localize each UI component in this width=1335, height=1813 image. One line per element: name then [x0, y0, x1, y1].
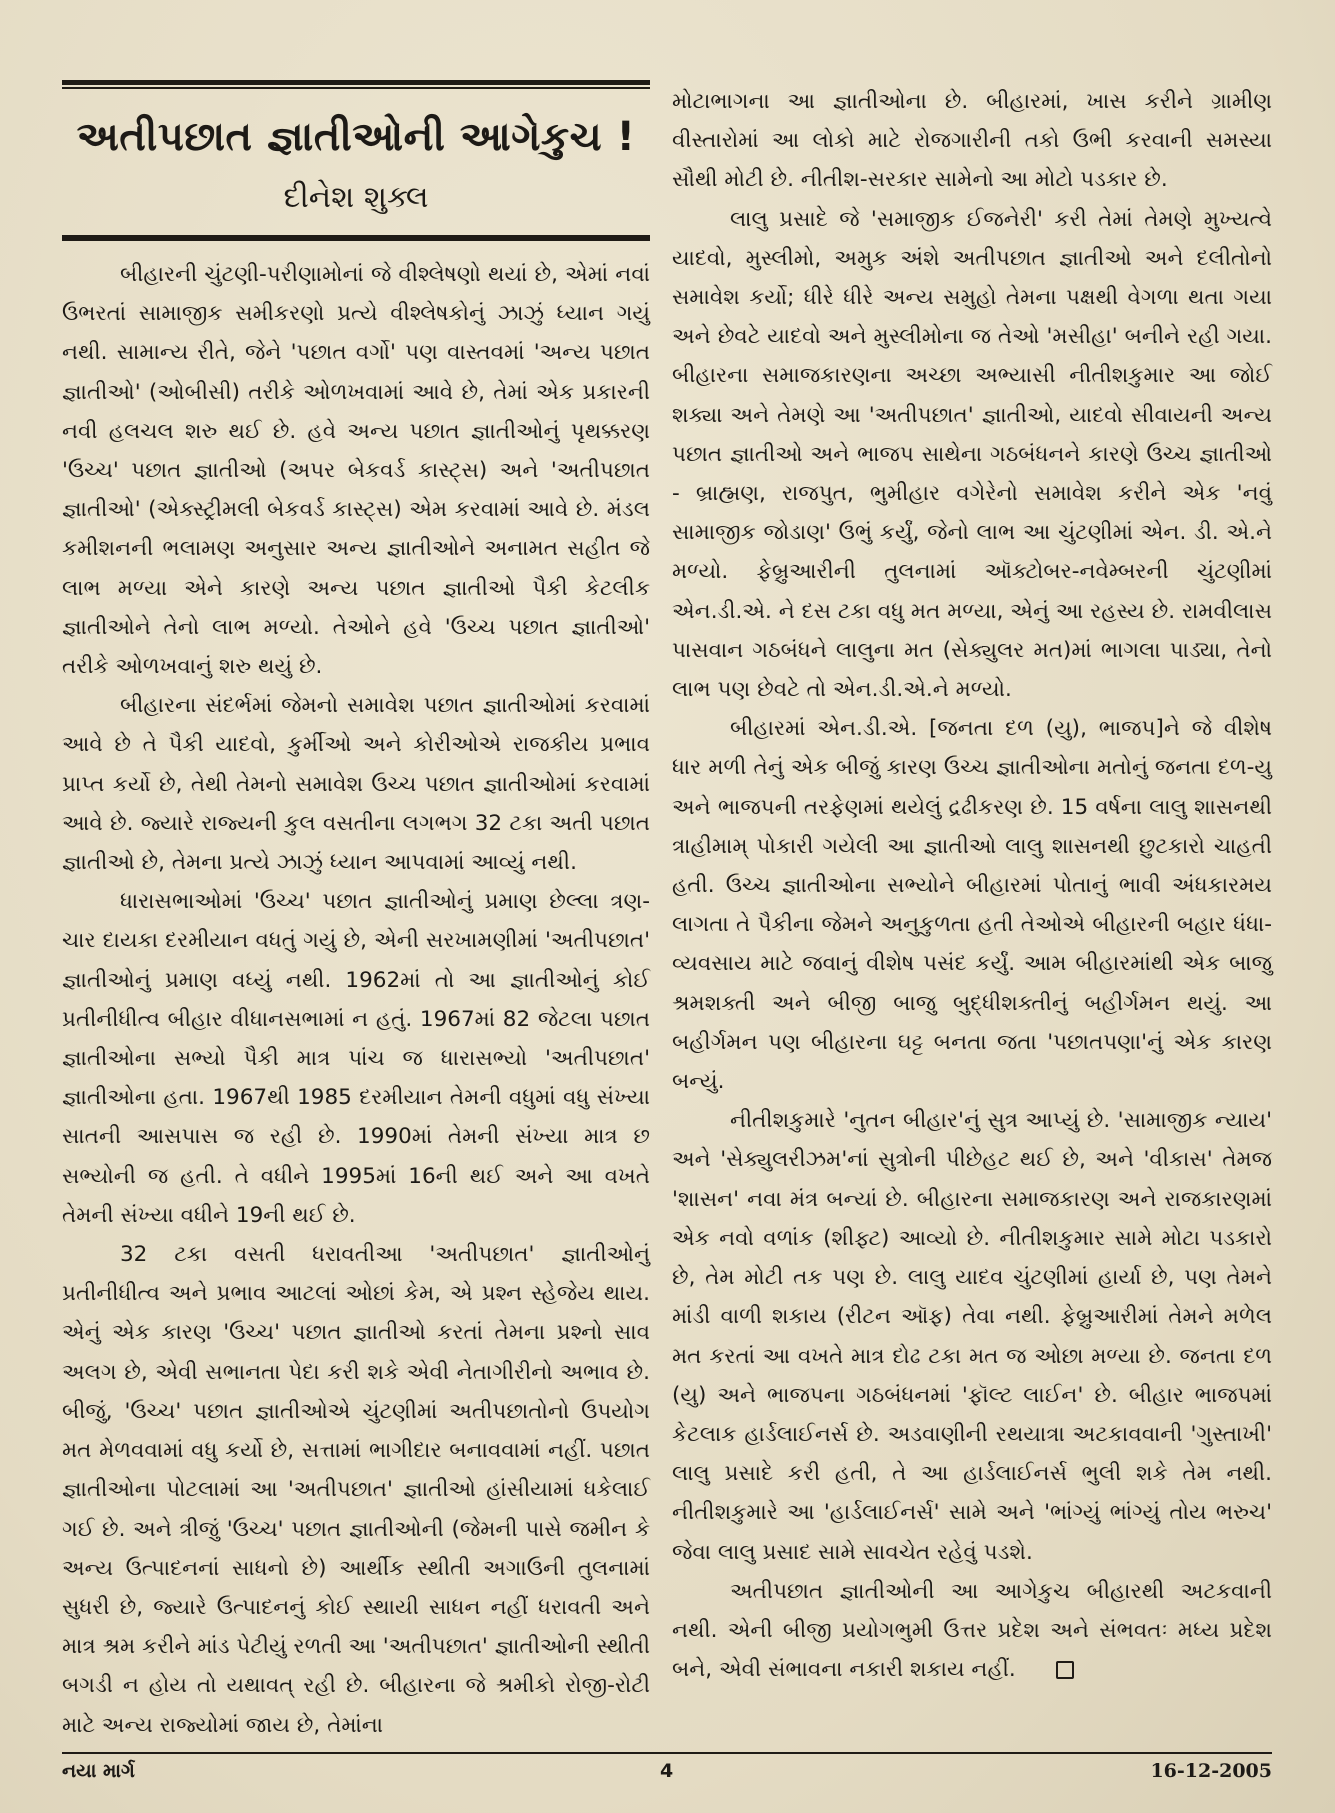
- right-column: [672, 82, 1272, 1689]
- paragraph: મોટાભાગના આ જ્ઞાતીઓના છે. બીહારમાં, ખાસ કરીને ગ્રામીણ વીસ્તારોમાં આ લોકો માટે રોજગારીની તકો ઉભી કરવાની સમસ્યા સૌથી મોટી છે. નીતીશ-સરકાર સામેનો આ મોટો પડકાર છે.: [672, 89, 1272, 193]
- article-title: અતીપછાત જ્ઞાતીઓની આગેકુચ !: [76, 113, 636, 160]
- paragraph: બીહારના સંદર્ભમાં જેમનો સમાવેશ પછાત જ્ઞાતીઓમાં કરવામાં આવે છે તે પૈકી યાદવો, કુર્મીઓ અને કોરીઓએ રાજકીય પ્રભાવ પ્રાપ્ત કર્યો છે, તેથી તેમનો સમાવેશ ઉચ્ચ પછાત જ્ઞાતીઓમાં કરવામાં આવે છે. જ્યારે રાજ્યની કુલ વસતીના લગભગ 32 ટકા અતી પછાત જ્ઞાતીઓ છે, તેમના પ્રત્યે ઝાઝું ધ્યાન આપવામાં આવ્યું નથી.: [62, 693, 650, 876]
- title-top-thin-rule: [62, 87, 650, 89]
- title-top-rule: [62, 80, 650, 85]
- left-column: [62, 80, 650, 1745]
- article-author: દીનેશ શુક્લ: [283, 179, 429, 215]
- issue-date: 16-12-2005: [1150, 1760, 1272, 1782]
- paragraph-final: [672, 1572, 1272, 1690]
- paragraph: બીહારમાં એન.ડી.એ. [જનતા દળ (યુ), ભાજપ]ને જે વીશેષ ધાર મળી તેનું એક બીજું કારણ ઉચ્ચ જ્ઞાતીઓના મતોનું જનતા દળ-યુ અને ભાજપની તરફેણમાં થયેલું દ્રઢીકરણ છે. 15 વર્ષના લાલુ શાસનથી ત્રાહીમામ્ પોકારી ગયેલી આ જ્ઞાતીઓ લાલુ શાસનથી છુટકારો ચાહતી હતી. ઉચ્ચ જ્ઞાતીઓના સભ્યોને બીહારમાં પોતાનું ભાવી અંધકારમય લાગતા તે પૈકીના જેમને અનુકુળતા હતી તેઓએ બીહારની બહાર ધંધા-વ્યવસાય માટે જવાનું વીશેષ પસંદ કર્યું. આમ બીહારમાંથી એક બાજુ શ્રમશક્તી અને બીજી બાજુ બુદ્ધીશક્તીનું બહીર્ગમન થયું. આ બહીર્ગમન પણ બીહારના ઘટ્ટ બનતા જતા 'પછાતપણા'નું એક કારણ બન્યું.: [672, 716, 1272, 1095]
- page-number: 4: [660, 1760, 674, 1782]
- footer-rule: [62, 1752, 1272, 1754]
- paragraph: નીતીશકુમારે 'નુતન બીહાર'નું સુત્ર આપ્યું છે. 'સામાજીક ન્યાય' અને 'સેક્યુલરીઝમ'નાં સુત્રોની પીછેહટ થઈ છે, અને 'વીકાસ' તેમજ 'શાસન' નવા મંત્ર બન્યાં છે. બીહારના સમાજકારણ અને રાજકારણમાં એક નવો વળાંક (શીફ્ટ) આવ્યો છે. નીતીશકુમાર સામે મોટા પડકારો છે, તેમ મોટી તક પણ છે. લાલુ યાદવ ચુંટણીમાં હાર્યા છે, પણ તેમને માંડી વાળી શકાય (રીટન ઑફ) તેવા નથી. ફેબ્રુઆરીમાં તેમને મળેલ મત કરતાં આ વખતે માત્ર દોઢ ટકા મત જ ઓછા મળ્યા છે. જનતા દળ (યુ) અને ભાજપના ગઠબંધનમાં 'ફૉલ્ટ લાઈન' છે. બીહાર ભાજપમાં કેટલાક હાર્ડલાઈનર્સ છે. અડવાણીની રથયાત્રા અટકાવવાની 'ગુસ્તાખી' લાલુ પ્રસાદે કરી હતી, તે આ હાર્ડલાઈનર્સ ભુલી શકે તેમ નથી. નીતીશકુમારે આ 'હાર્ડલાઈનર્સ' સામે અને 'ભાંગ્યું ભાંગ્યું તોય ભરુચ' જેવા લાલુ પ્રસાદ સામે સાવચેત રહેવું પડશે.: [672, 1108, 1272, 1565]
- paragraph: 32 ટકા વસતી ધરાવતીઆ 'અતીપછાત' જ્ઞાતીઓનું પ્રતીનીધીત્વ અને પ્રભાવ આટલાં ઓછાં કેમ, એ પ્રશ્ન સ્હેજેય થાય. એનું એક કારણ 'ઉચ્ચ' પછાત જ્ઞાતીઓ કરતાં તેમના પ્રશ્નો સાવ અલગ છે, એવી સભાનતા પેદા કરી શકે એવી નેતાગીરીનો અભાવ છે. બીજું, 'ઉચ્ચ' પછાત જ્ઞાતીઓએ ચુંટણીમાં અતીપછાતોનો ઉપયોગ મત મેળવવામાં વધુ કર્યો છે, સત્તામાં ભાગીદાર બનાવવામાં નહીં. પછાત જ્ઞાતીઓના પોટલામાં આ 'અતીપછાત' જ્ઞાતીઓ હાંસીયામાં ધકેલાઈ ગઈ છે. અને ત્રીજું 'ઉચ્ચ' પછાત જ્ઞાતીઓની (જેમની પાસે જમીન કે અન્ય ઉત્પાદનનાં સાધનો છે) આર્થીક સ્થીતી અગાઉની તુલનામાં સુધરી છે, જ્યારે ઉત્પાદનનું કોઈ સ્થાયી સાધન નહીં ધરાવતી અને માત્ર શ્રમ કરીને માંડ પેટીયું રળતી આ 'અતીપછાત' જ્ઞાતીઓની સ્થીતી બગડી ન હોય તો યથાવત્ રહી છે. બીહારના જે શ્રમીકો રોજી-રોટી માટે અન્ય રાજ્યોમાં જાય છે, તેમાંના: [62, 1242, 650, 1738]
- paragraph: લાલુ પ્રસાદે જે 'સમાજીક ઈજનેરી' કરી તેમાં તેમણે મુખ્યત્વે યાદવો, મુસ્લીમો, અમુક અંશે અતીપછાત જ્ઞાતીઓ અને દલીતોનો સમાવેશ કર્યો; ધીરે ધીરે અન્ય સમુહો તેમના પક્ષથી વેગળા થતા ગયા અને છેવટે યાદવો અને મુસ્લીમોના જ તેઓ 'મસીહા' બનીને રહી ગયા. બીહારના સમાજકારણના અચ્છા અભ્યાસી નીતીશકુમાર આ જોઈ શક્યા અને તેમણે આ 'અતીપછાત' જ્ઞાતીઓ, યાદવો સીવાયની અન્ય પછાત જ્ઞાતીઓ અને ભાજપ સાથેના ગઠબંધનને કારણે ઉચ્ચ જ્ઞાતીઓ - બ્રાહ્મણ, રાજપુત, ભુમીહાર વગેરેનો સમાવેશ કરીને એક 'નવું સામાજીક જોડાણ' ઉભું કર્યું, જેનો લાભ આ ચુંટણીમાં એન. ડી. એ.ને મળ્યો. ફેબ્રુઆરીની તુલનામાં ઑક્ટોબર-નવેમ્બરની ચુંટણીમાં એન.ડી.એ. ને દસ ટકા વધુ મત મળ્યા, એનું આ રહસ્ય છે. રામવીલાસ પાસવાન ગઠબંધને લાલુના મત (સેક્યુલર મત)માં ભાગલા પાડ્યા, તેનો લાભ પણ છેવટે તો એન.ડી.એ.ને મળ્યો.: [672, 206, 1272, 703]
- end-of-article-box-icon: [1056, 1661, 1074, 1679]
- title-bottom-rule: [62, 236, 650, 241]
- final-paragraph-text: અતીપછાત જ્ઞાતીઓની આ આગેકુચ બીહારથી અટકવાની નથી. એની બીજી પ્રયોગભુમી ઉત્તર પ્રદેશ અને સંભવતઃ મધ્ય પ્રદેશ બને, એવી સંભાવના નકારી શકાય નહીં.: [672, 1578, 1272, 1683]
- paragraph: ધારાસભાઓમાં 'ઉચ્ચ' પછાત જ્ઞાતીઓનું પ્રમાણ છેલ્લા ત્રણ-ચાર દાયકા દરમીયાન વધતું ગયું છે, એની સરખામણીમાં 'અતીપછાત' જ્ઞાતીઓનું પ્રમાણ વધ્યું નથી. 1962માં તો આ જ્ઞાતીઓનું કોઈ પ્રતીનીધીત્વ બીહાર વીધાનસભામાં ન હતું. 1967માં 82 જેટલા પછાત જ્ઞાતીઓના સભ્યો પૈકી માત્ર પાંચ જ ધારાસભ્યો 'અતીપછાત' જ્ઞાતીઓના હતા. 1967થી 1985 દરમીયાન તેમની વધુમાં વધુ સંખ્યા સાતની આસપાસ જ રહી છે. 1990માં તેમની સંખ્યા માત્ર છ સભ્યોની જ હતી. તે વધીને 1995માં 16ની થઈ અને આ વખતે તેમની સંખ્યા વધીને 19ની થઈ છે.: [62, 889, 650, 1228]
- paragraph: બીહારની ચુંટણી-પરીણામોનાં જે વીશ્લેષણો થયાં છે, એમાં નવાં ઉભરતાં સામાજીક સમીકરણો પ્રત્યે વીશ્લેષકોનું ઝાઝું ધ્યાન ગયું નથી. સામાન્ય રીતે, જેને 'પછાત વર્ગો' પણ વાસ્તવમાં 'અન્ય પછાત જ્ઞાતીઓ' (ઓબીસી) તરીકે ઓળખવામાં આવે છે, તેમાં એક પ્રકારની નવી હલચલ શરુ થઈ છે. હવે અન્ય પછાત જ્ઞાતીઓનું પૃથક્કરણ 'ઉચ્ચ' પછાત જ્ઞાતીઓ (અપર બેકવર્ડ કાસ્ટ્સ) અને 'અતીપછાત જ્ઞાતીઓ' (એક્સ્ટ્રીમલી બેકવર્ડ કાસ્ટ્સ) એમ કરવામાં આવે છે. મંડલ કમીશનની ભલામણ અનુસાર અન્ય જ્ઞાતીઓને અનામત સહીત જે લાભ મળ્યા એને કારણે અન્ય પછાત જ્ઞાતીઓ પૈકી કેટલીક જ્ઞાતીઓને તેનો લાભ મળ્યો. તેઓને હવે 'ઉચ્ચ પછાત જ્ઞાતીઓ' તરીકે ઓળખવાનું શરુ થયું છે.: [62, 262, 650, 680]
- page-footer: [62, 1760, 1272, 1790]
- publication-name: નયા માર્ગ: [62, 1760, 135, 1782]
